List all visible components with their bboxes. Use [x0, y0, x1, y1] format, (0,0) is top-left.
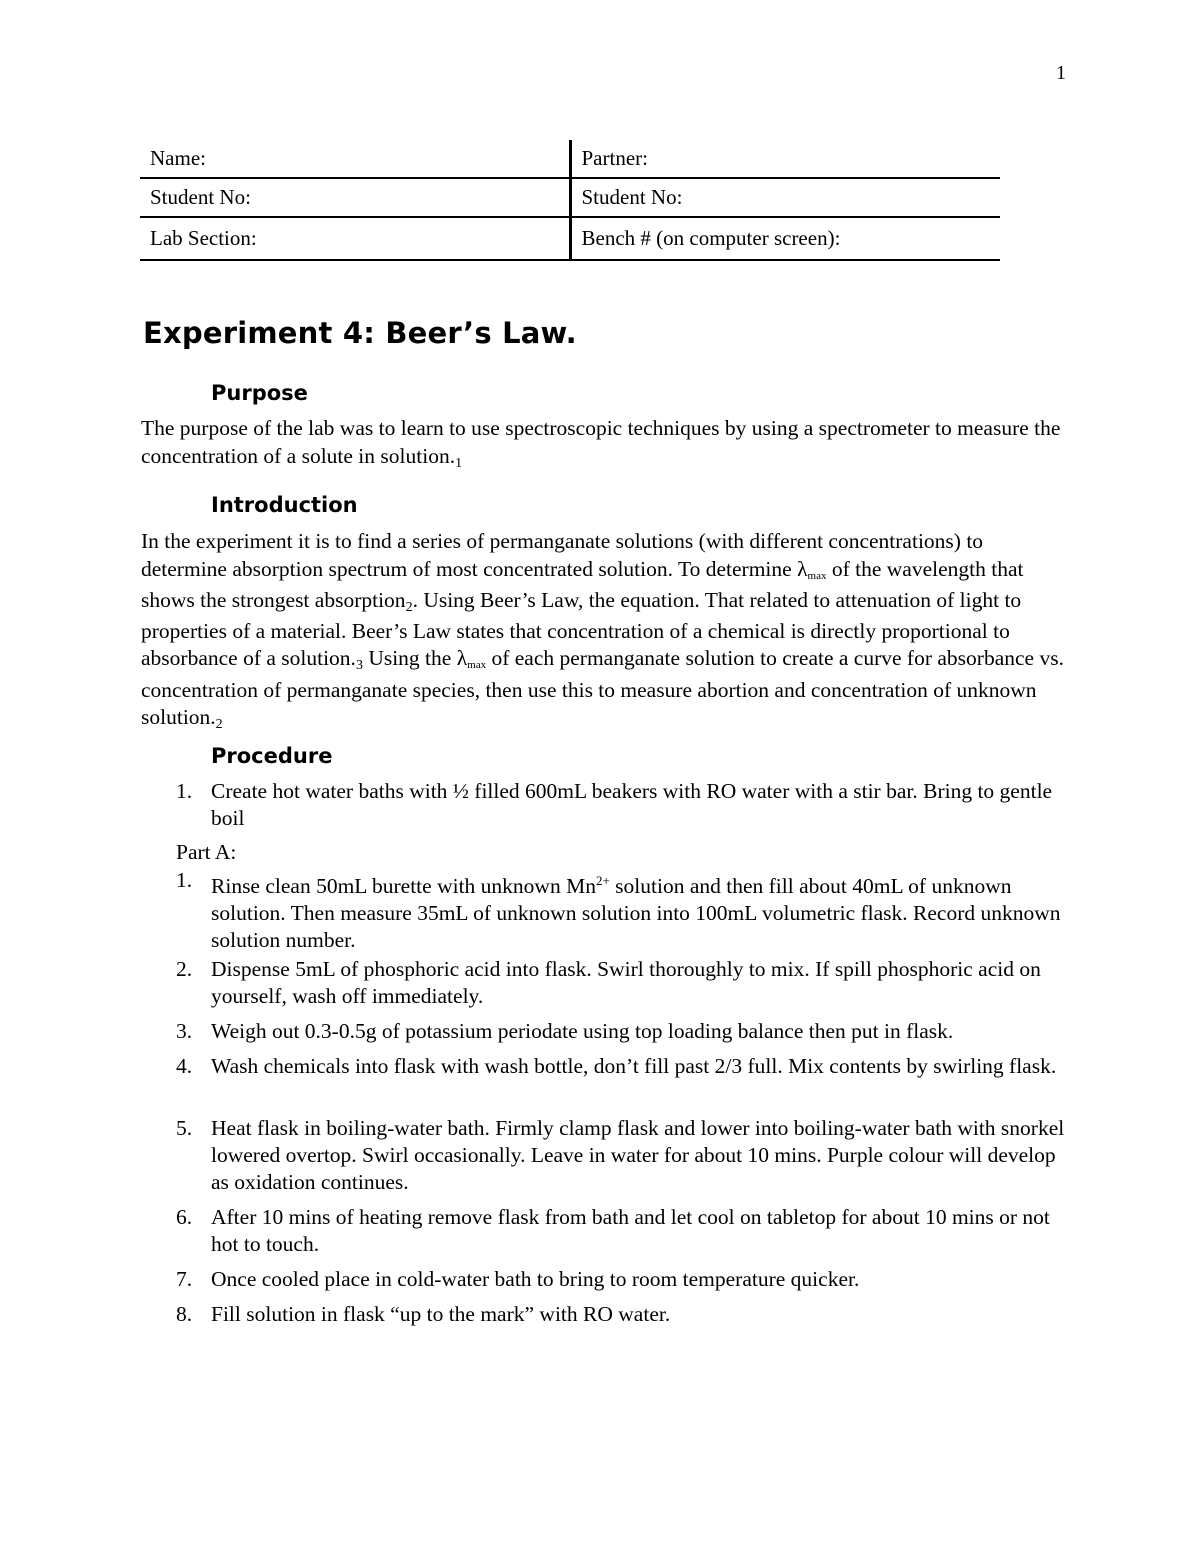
list-item: [176, 1266, 1066, 1293]
table-row: [140, 140, 1000, 178]
lambda-max-symbol: [457, 646, 486, 670]
citation-ref: 2: [405, 600, 413, 615]
list-item: [176, 956, 1066, 1010]
list-item: [176, 1204, 1066, 1258]
page-number: 1: [1056, 62, 1066, 84]
step-text: After 10 mins of heating remove flask from bath and let cool on tabletop for about 10 mins or not hot to touch.: [211, 1205, 1050, 1256]
step-number: 5.: [176, 1116, 193, 1140]
step-text: Create hot water baths with ½ filled 600mL beakers with RO water with a stir bar. Bring to gentle boil: [211, 779, 1053, 830]
partner-student-no-cell: Student No:: [570, 178, 1000, 217]
step-text: [211, 867, 1066, 954]
step-text: Heat flask in boiling-water bath. Firmly clamp flask and lower into boiling-water bath with snorkel lowered overtop. Swirl occasionally. Leave in water for about 10 mins. Purple colour will develop as oxidation continues.: [211, 1116, 1065, 1194]
citation-ref: 3: [355, 658, 363, 673]
step-text: Fill solution in flask “up to the mark” with RO water.: [211, 1302, 671, 1326]
list-item: [176, 1053, 1066, 1080]
table-row: [140, 178, 1000, 217]
intro-text-3: . Using Beer’s Law, the equation. That related to attenuation of light to properties of a material. Beer’s Law states that concentration of a chemical is directly proportional to absorbance of a solution.: [141, 588, 1022, 670]
introduction-paragraph: [141, 528, 1071, 735]
purpose-text: The purpose of the lab was to learn to use spectroscopic techniques by using a spectrometer to measure the concentration of a solute in solution.: [141, 416, 1061, 468]
part-a-label: Part A:: [176, 840, 237, 864]
bench-cell: Bench # (on computer screen):: [570, 217, 1000, 260]
step-text: Weigh out 0.3-0.5g of potassium periodate using top loading balance then put in flask.: [211, 1019, 954, 1043]
citation-ref: 1: [455, 455, 463, 471]
step-number: 3.: [176, 1019, 193, 1043]
name-cell: Name:: [140, 140, 570, 178]
intro-text-4: Using the: [362, 646, 457, 670]
list-item: [176, 1018, 1066, 1045]
step-number: 6.: [176, 1205, 193, 1229]
intro-text-5: of each permanganate solution to create a curve for absorbance vs. concentration of permanganate species, then use this to measure abortion and concentration of unknown solution.: [141, 646, 1064, 729]
charge-superscript: 2+: [595, 873, 610, 888]
intro-text-1: In the experiment it is to find a series of permanganate solutions (with different concentrations) to determine absorption spectrum of most concentrated solution. To determine: [141, 529, 984, 581]
step-number: 1.: [176, 779, 193, 803]
step-number: 8.: [176, 1302, 193, 1326]
step-number: 7.: [176, 1267, 193, 1291]
max-subscript: max: [467, 659, 487, 671]
step-number: 1.: [176, 868, 193, 892]
table-row: [140, 217, 1000, 260]
step-text: Once cooled place in cold-water bath to bring to room temperature quicker.: [211, 1267, 860, 1291]
purpose-paragraph: [141, 415, 1071, 473]
student-info-table: [140, 140, 1000, 261]
lambda-max-symbol: [797, 557, 826, 581]
lambda-glyph: λ: [456, 646, 468, 670]
step-text: Dispense 5mL of phosphoric acid into flask. Swirl thoroughly to mix. If spill phosphoric acid on yourself, wash off immediately.: [211, 957, 1041, 1008]
document-title: Experiment 4: Beer’s Law.: [143, 316, 577, 350]
lambda-glyph: λ: [797, 556, 808, 581]
purpose-heading: Purpose: [211, 381, 308, 405]
citation-ref: 2: [215, 717, 223, 732]
student-no-cell: Student No:: [140, 178, 570, 217]
list-item: [176, 1301, 1066, 1328]
list-item: [176, 867, 1066, 954]
list-item: [176, 778, 1066, 832]
step-number: 2.: [176, 957, 193, 981]
step-text: Wash chemicals into flask with wash bottle, don’t fill past 2/3 full. Mix contents by swirling flask.: [211, 1054, 1057, 1078]
introduction-heading: Introduction: [211, 493, 358, 517]
step-text-part: solution and then fill about 40mL of unknown solution. Then measure 35mL of unknown solution into 100mL volumetric flask. Record unknown solution number.: [211, 874, 1061, 953]
step-number: 4.: [176, 1054, 193, 1078]
procedure-heading: Procedure: [211, 744, 333, 768]
step-text-part: Rinse clean 50mL burette with unknown Mn: [211, 874, 596, 899]
intro-text-2: of the wavelength that shows the strongest absorption: [141, 556, 1024, 612]
list-item: [176, 1115, 1066, 1196]
max-subscript: max: [807, 569, 827, 582]
partner-cell: Partner:: [570, 140, 1000, 178]
lab-section-cell: Lab Section:: [140, 217, 570, 260]
